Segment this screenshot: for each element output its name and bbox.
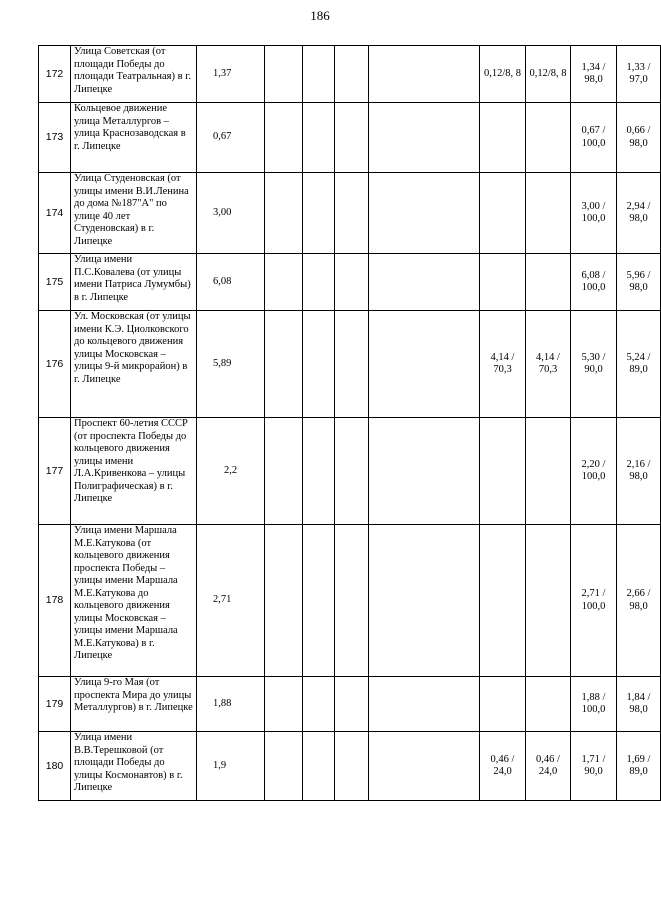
empty-cell	[335, 525, 369, 677]
table-row	[39, 103, 661, 173]
road-length: 2,71	[197, 525, 265, 677]
table-row	[39, 732, 661, 801]
road-name: Улица имени Маршала М.Е.Катукова (от кольцевого движения проспекта Победы – улицы имени Маршала М.Е.Катукова до кольцевого движения улицы Московская – улицы имени Маршала М.Е.Катукова) в г. Липецке	[71, 525, 197, 677]
value-cell: 5,30 / 90,0	[571, 311, 617, 418]
value-cell: 2,66 / 98,0	[617, 525, 661, 677]
row-number: 176	[39, 311, 71, 418]
value-cell	[480, 103, 526, 173]
value-cell	[480, 254, 526, 311]
roads-table	[38, 45, 661, 801]
row-number: 175	[39, 254, 71, 311]
row-number: 177	[39, 418, 71, 525]
empty-cell	[369, 103, 480, 173]
empty-cell	[335, 46, 369, 103]
road-length: 1,9	[197, 732, 265, 801]
table-row	[39, 46, 661, 103]
table-row	[39, 525, 661, 677]
empty-cell	[369, 46, 480, 103]
value-cell: 1,34 / 98,0	[571, 46, 617, 103]
empty-cell	[335, 418, 369, 525]
road-name: Улица Советская (от площади Победы до площади Театральная) в г. Липецке	[71, 46, 197, 103]
road-name: Улица имени П.С.Ковалева (от улицы имени Патриса Лумумбы) в г. Липецке	[71, 254, 197, 311]
row-number: 174	[39, 173, 71, 254]
road-name: Улица имени В.В.Терешковой (от площади Победы до улицы Космонавтов) в г. Липецке	[71, 732, 197, 801]
empty-cell	[369, 418, 480, 525]
empty-cell	[265, 103, 303, 173]
road-name: Проспект 60-летия СССР (от проспекта Победы до кольцевого движения улицы имени Л.А.Кривенкова – улицы Полиграфическая) в г. Липецке	[71, 418, 197, 525]
empty-cell	[265, 525, 303, 677]
empty-cell	[369, 311, 480, 418]
road-length: 6,08	[197, 254, 265, 311]
value-cell	[480, 525, 526, 677]
value-cell: 3,00 / 100,0	[571, 173, 617, 254]
value-cell: 2,20 / 100,0	[571, 418, 617, 525]
empty-cell	[265, 311, 303, 418]
value-cell	[526, 677, 571, 732]
empty-cell	[265, 254, 303, 311]
row-number: 180	[39, 732, 71, 801]
empty-cell	[335, 677, 369, 732]
empty-cell	[335, 173, 369, 254]
empty-cell	[265, 418, 303, 525]
empty-cell	[335, 103, 369, 173]
value-cell: 1,69 / 89,0	[617, 732, 661, 801]
road-length: 3,00	[197, 173, 265, 254]
empty-cell	[369, 677, 480, 732]
value-cell	[526, 173, 571, 254]
empty-cell	[303, 103, 335, 173]
table-row	[39, 677, 661, 732]
road-length: 5,89	[197, 311, 265, 418]
value-cell	[480, 677, 526, 732]
empty-cell	[335, 254, 369, 311]
road-length: 0,67	[197, 103, 265, 173]
empty-cell	[303, 46, 335, 103]
value-cell: 5,96 / 98,0	[617, 254, 661, 311]
empty-cell	[369, 732, 480, 801]
value-cell: 6,08 / 100,0	[571, 254, 617, 311]
value-cell: 0,12/8, 8	[480, 46, 526, 103]
empty-cell	[303, 254, 335, 311]
empty-cell	[369, 254, 480, 311]
road-length: 1,37	[197, 46, 265, 103]
empty-cell	[303, 525, 335, 677]
row-number: 173	[39, 103, 71, 173]
value-cell: 4,14 / 70,3	[526, 311, 571, 418]
value-cell	[526, 103, 571, 173]
table-row	[39, 254, 661, 311]
value-cell: 0,46 / 24,0	[480, 732, 526, 801]
value-cell	[480, 418, 526, 525]
empty-cell	[335, 311, 369, 418]
value-cell: 5,24 / 89,0	[617, 311, 661, 418]
empty-cell	[303, 311, 335, 418]
value-cell: 0,66 / 98,0	[617, 103, 661, 173]
empty-cell	[303, 418, 335, 525]
page-number: 186	[310, 8, 330, 23]
value-cell	[526, 254, 571, 311]
empty-cell	[265, 732, 303, 801]
road-length: 1,88	[197, 677, 265, 732]
value-cell: 2,16 / 98,0	[617, 418, 661, 525]
value-cell	[526, 525, 571, 677]
value-cell: 1,88 / 100,0	[571, 677, 617, 732]
value-cell	[480, 173, 526, 254]
road-name: Улица 9-го Мая (от проспекта Мира до улицы Металлургов) в г. Липецке	[71, 677, 197, 732]
value-cell: 4,14 / 70,3	[480, 311, 526, 418]
table-row	[39, 418, 661, 525]
value-cell	[526, 418, 571, 525]
road-length: 2,2	[197, 418, 265, 525]
row-number: 178	[39, 525, 71, 677]
value-cell: 0,12/8, 8	[526, 46, 571, 103]
empty-cell	[369, 173, 480, 254]
road-name: Кольцевое движение улица Металлургов – улица Краснозаводская в г. Липецке	[71, 103, 197, 173]
row-number: 172	[39, 46, 71, 103]
empty-cell	[369, 525, 480, 677]
empty-cell	[303, 732, 335, 801]
value-cell: 1,84 / 98,0	[617, 677, 661, 732]
value-cell: 0,67 / 100,0	[571, 103, 617, 173]
empty-cell	[265, 677, 303, 732]
table-row	[39, 311, 661, 418]
empty-cell	[303, 677, 335, 732]
empty-cell	[265, 46, 303, 103]
value-cell: 1,33 / 97,0	[617, 46, 661, 103]
table-row	[39, 173, 661, 254]
empty-cell	[335, 732, 369, 801]
road-name: Ул. Московская (от улицы имени К.Э. Циолковского до кольцевого движения улицы Московская – улицы 9-й микрорайон) в г. Липецке	[71, 311, 197, 418]
empty-cell	[265, 173, 303, 254]
road-name: Улица Студеновская (от улицы имени В.И.Ленина до дома №187"А" по улице 40 лет Студеновская) в г. Липецке	[71, 173, 197, 254]
value-cell: 2,94 / 98,0	[617, 173, 661, 254]
value-cell: 0,46 / 24,0	[526, 732, 571, 801]
value-cell: 1,71 / 90,0	[571, 732, 617, 801]
empty-cell	[303, 173, 335, 254]
value-cell: 2,71 / 100,0	[571, 525, 617, 677]
row-number: 179	[39, 677, 71, 732]
